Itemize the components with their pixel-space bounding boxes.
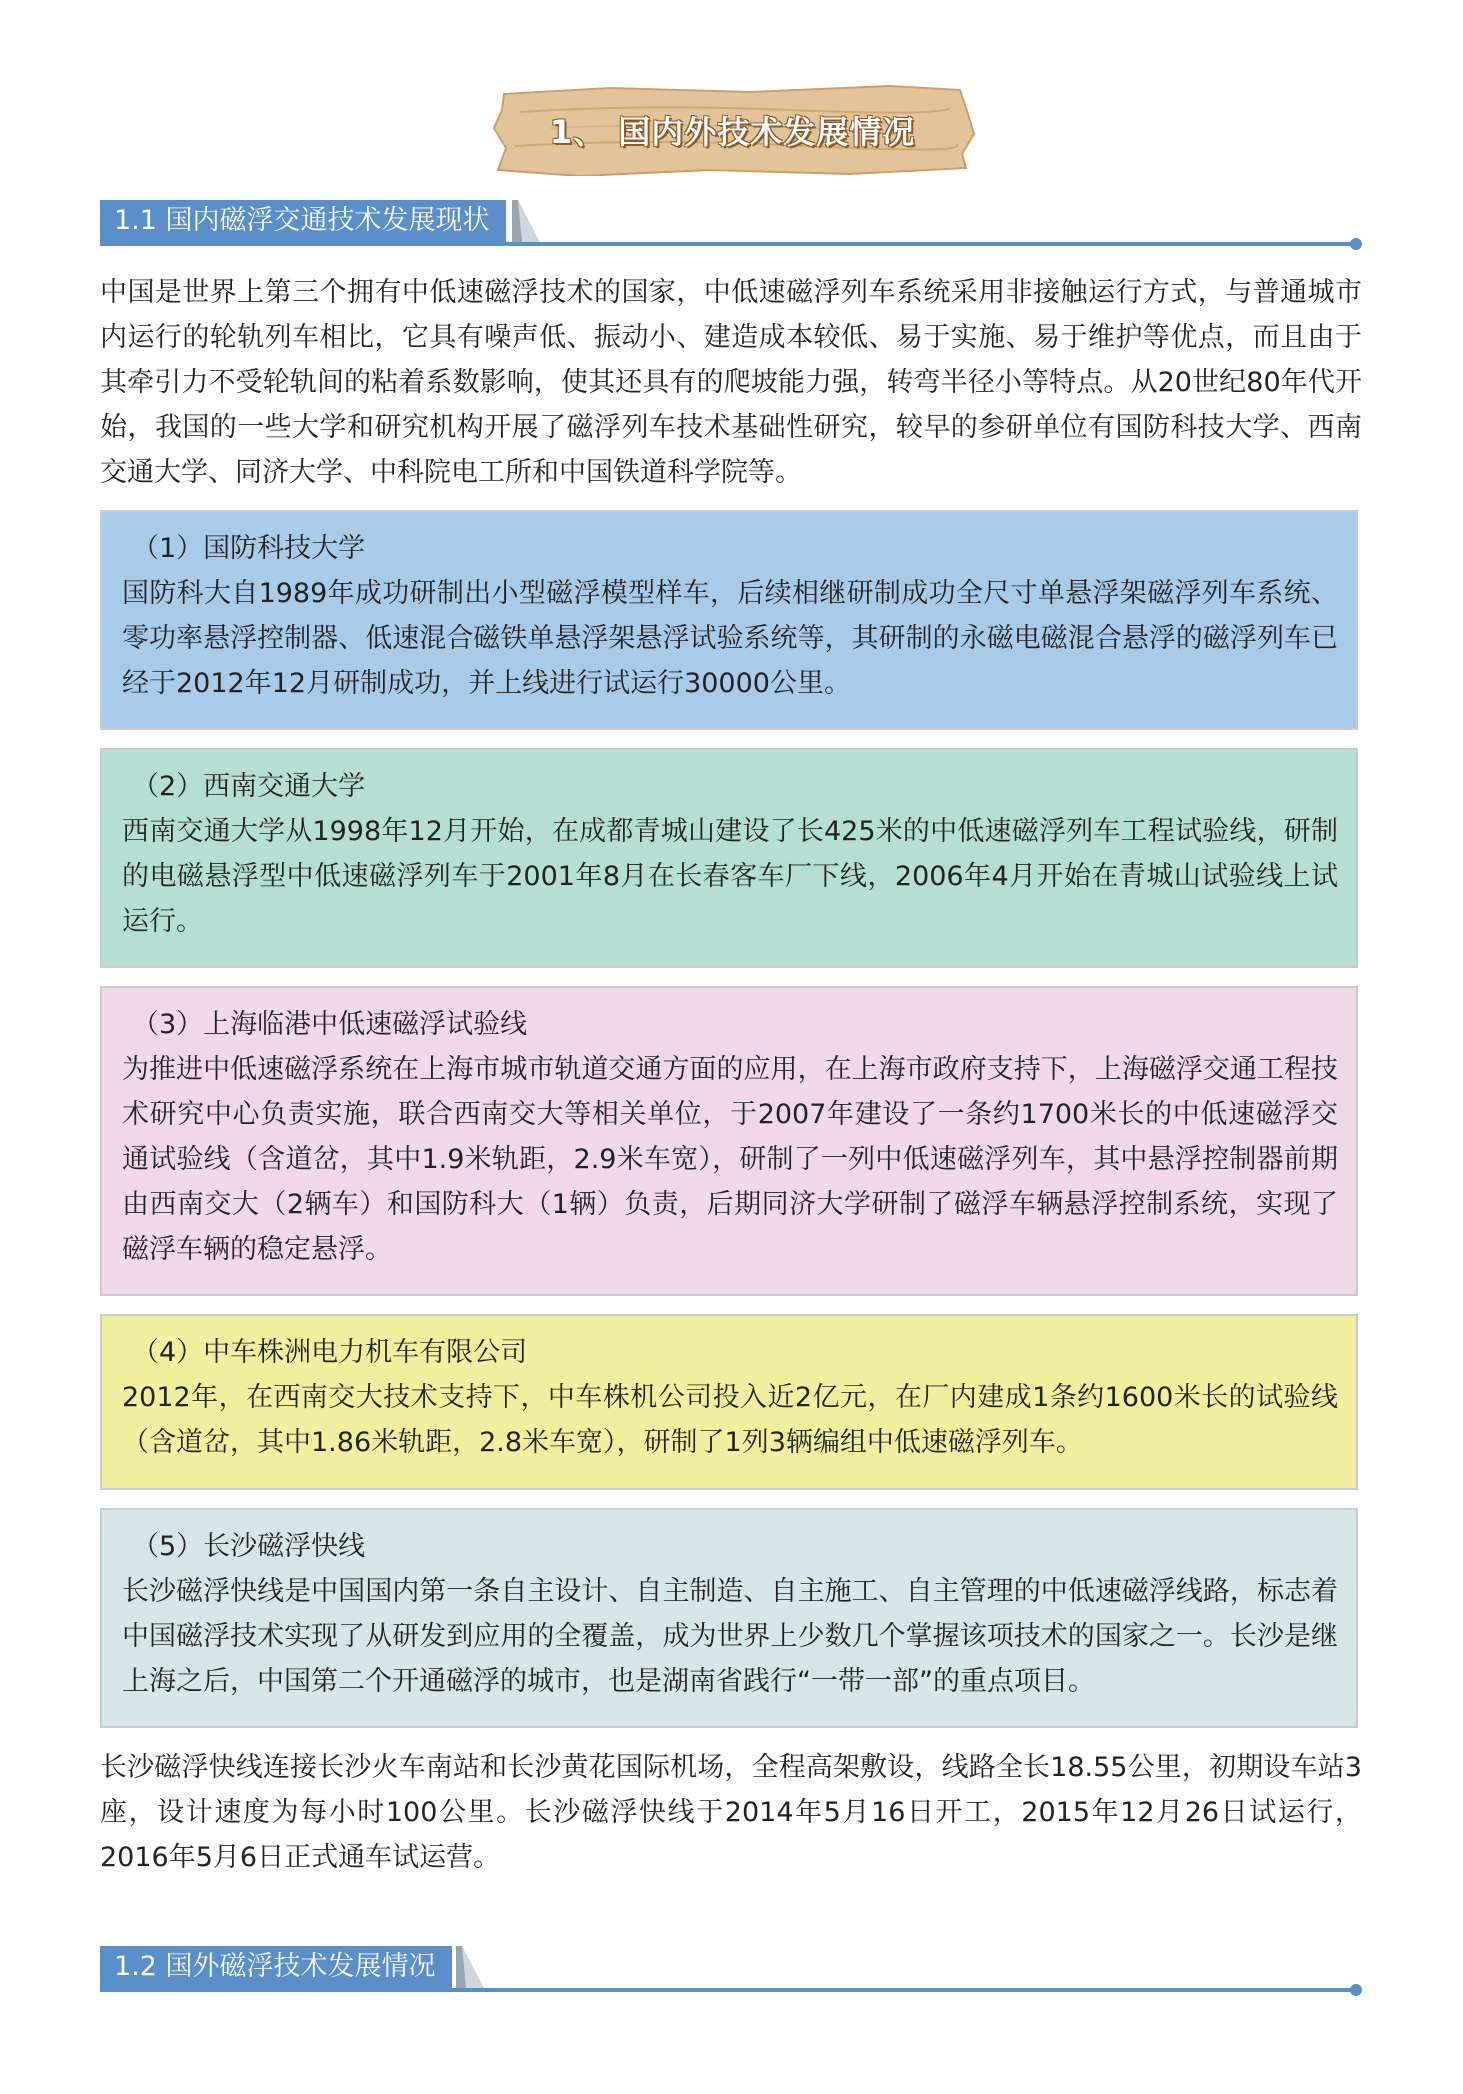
box-title: （3）上海临港中低速磁浮试验线 — [132, 1009, 528, 1040]
info-box-2 — [100, 748, 1358, 968]
section-heading: 1.1 国内磁浮交通技术发展现状 — [100, 200, 506, 242]
section-header-1-1 — [100, 200, 1362, 248]
box-title: （2）西南交通大学 — [132, 771, 366, 802]
rule-end-dot — [1350, 1984, 1362, 1996]
box-text: 为推进中低速磁浮系统在上海市城市轨道交通方面的应用，在上海市政府支持下，上海磁浮交通工程技术研究中心负责实施，联合西南交大等相关单位，于2007年建设了一条约1700米长的中低速磁浮交通试验线（含道岔，其中1.9米轨距，2.9米车宽），研制了一列中低速磁浮列车，其中悬浮控制器前期由西南交大（2辆车）和国防科大（1辆）负责，后期同济大学研制了磁浮车辆悬浮控制系统，实现了磁浮车辆的稳定悬浮。 — [122, 1054, 1338, 1265]
info-box-4 — [100, 1314, 1358, 1490]
intro-paragraph: 中国是世界上第三个拥有中低速磁浮技术的国家，中低速磁浮列车系统采用非接触运行方式，与普通城市内运行的轮轨列车相比，它具有噪声低、振动小、建造成本较低、易于实施、易于维护等优点，而且由于其牵引力不受轮轨间的粘着系数影响，使其还具有的爬坡能力强，转弯半径小等特点。从20世纪80年代开始，我国的一些大学和研究机构开展了磁浮列车技术基础性研究，较早的参研单位有国防科技大学、西南交通大学、同济大学、中科院电工所和中国铁道科学院等。 — [100, 277, 1362, 488]
box-text: 2012年，在西南交大技术支持下，中车株机公司投入近2亿元，在厂内建成1条约1600米长的试验线（含道岔，其中1.86米轨距，2.8米车宽），研制了1列3辆编组中低速磁浮列车。 — [122, 1382, 1338, 1458]
box-title: （4）中车株洲电力机车有限公司 — [132, 1337, 528, 1368]
section-header-1-2 — [100, 1946, 1362, 1994]
rule-end-dot — [1350, 238, 1362, 250]
tab-tail-icon — [456, 1946, 486, 1990]
section-rule — [100, 242, 1356, 246]
chapter-title: 1、 国内外技术发展情况 — [549, 113, 916, 151]
box-title: （1）国防科技大学 — [132, 533, 366, 564]
info-box-5 — [100, 1508, 1358, 1728]
section-heading: 1.2 国外磁浮技术发展情况 — [100, 1946, 452, 1988]
section-rule — [100, 1988, 1356, 1992]
chapter-banner — [490, 84, 975, 176]
box-title: （5）长沙磁浮快线 — [132, 1531, 366, 1562]
box-text: 长沙磁浮快线是中国国内第一条自主设计、自主制造、自主施工、自主管理的中低速磁浮线路，标志着中国磁浮技术实现了从研发到应用的全覆盖，成为世界上少数几个掌握该项技术的国家之一。长沙是继上海之后，中国第二个开通磁浮的城市，也是湖南省践行“一带一部”的重点项目。 — [122, 1576, 1338, 1697]
box-text: 西南交通大学从1998年12月开始，在成都青城山建设了长425米的中低速磁浮列车工程试验线，研制的电磁悬浮型中低速磁浮列车于2001年8月在长春客车厂下线，2006年4月开始在青城山试验线上试运行。 — [122, 816, 1338, 937]
box-text: 国防科大自1989年成功研制出小型磁浮模型样车，后续相继研制成功全尺寸单悬浮架磁浮列车系统、零功率悬浮控制器、低速混合磁铁单悬浮架悬浮试验系统等，其研制的永磁电磁混合悬浮的磁浮列车已经于2012年12月研制成功，并上线进行试运行30000公里。 — [122, 578, 1338, 699]
info-box-1 — [100, 510, 1358, 730]
closing-paragraph: 长沙磁浮快线连接长沙火车南站和长沙黄花国际机场，全程高架敷设，线路全长18.55公里，初期设车站3座，设计速度为每小时100公里。长沙磁浮快线于2014年5月16日开工，2015年12月26日试运行，2016年5月6日正式通车试运营。 — [100, 1752, 1362, 1873]
tab-tail-icon — [512, 200, 542, 244]
info-box-3 — [100, 986, 1358, 1296]
